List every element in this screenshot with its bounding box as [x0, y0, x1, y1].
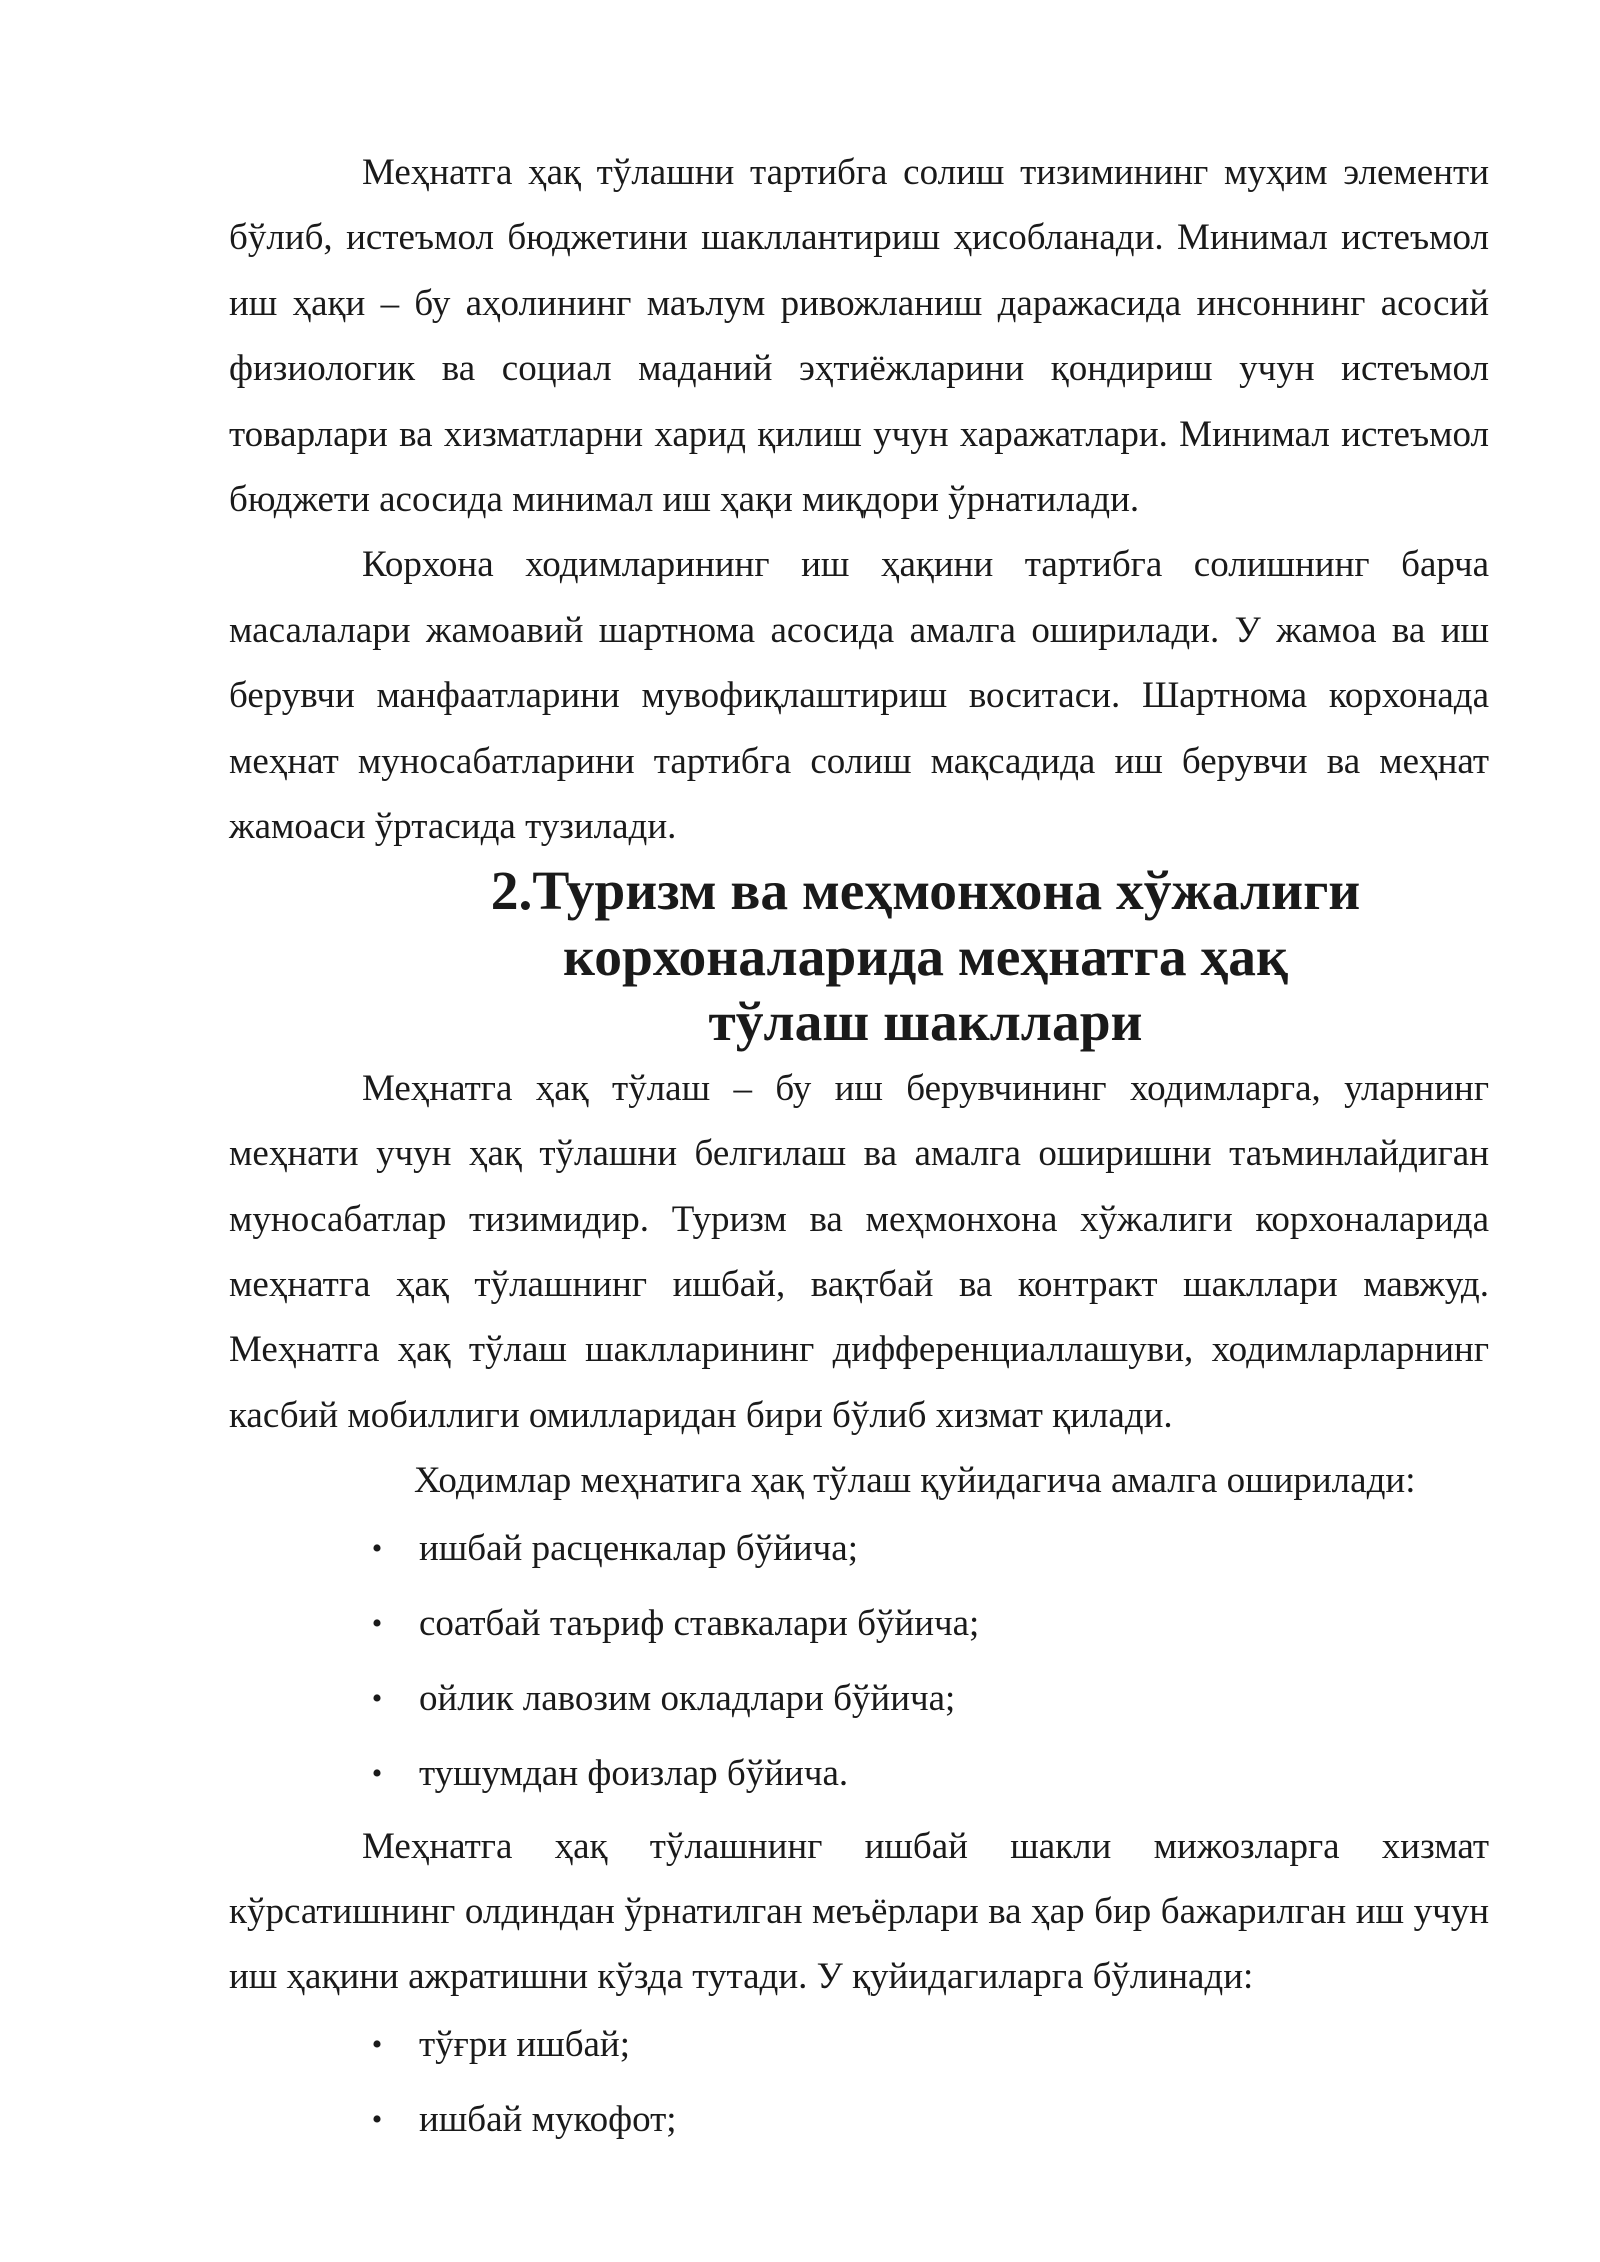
- section-heading: [229, 859, 1489, 1055]
- bullet-icon: •: [371, 1756, 383, 1790]
- bullet-icon: •: [371, 2027, 383, 2061]
- list-item: [229, 1739, 1489, 1814]
- list-item: [229, 1514, 1489, 1589]
- paragraph-wage-definition: Меҳнатга ҳақ тўлаш – бу иш берувчининг ходимларга, уларнинг меҳнати учун ҳақ тўлашни белгилаш ва амалга оширишни таъминлайдиган муносабатлар тизимидир. Туризм ва меҳмонхона хўжалиги корхоналарида меҳнатга ҳақ тўлашнинг ишбай, вақтбай ва контракт шакллари мавжуд. Меҳнатга ҳақ тўлаш шаклларининг дифференциаллашуви, ходимларларнинг касбий мобиллиги омилларидан бири бўлиб хизмат қилади.: [229, 1067, 1489, 1436]
- piece-rate-types-list: [229, 2010, 1489, 2160]
- payment-methods-list: [229, 1514, 1489, 1814]
- document-body: [229, 140, 1489, 2160]
- list-item: [229, 2010, 1489, 2085]
- paragraph-piece-rate: Меҳнатга ҳақ тўлашнинг ишбай шакли мижозларга хизмат кўрсатишнинг олдиндан ўрнатилган меъёрлари ва ҳар бир бажарилган иш учун иш ҳақини ажратишни кўзда тутади. У қуйидагиларга бўлинади:: [229, 1825, 1489, 1998]
- list-item-text: ишбай мукофот;: [419, 2098, 677, 2140]
- list-item: [229, 1664, 1489, 1739]
- bullet-icon: •: [371, 1681, 383, 1715]
- bullet-icon: •: [371, 1531, 383, 1565]
- section-heading-line1: 2.Туризм ва меҳмонхона хўжалиги корхоналарида меҳнатга ҳақ: [490, 861, 1361, 988]
- list-item-text: тўғри ишбай;: [419, 2023, 631, 2065]
- list-item-text: ойлик лавозим окладлари бўйича;: [419, 1677, 956, 1719]
- list-item: [229, 2085, 1489, 2160]
- section-heading-line2: тўлаш шакллари: [708, 992, 1143, 1054]
- list-item-text: тушумдан фоизлар бўйича.: [419, 1752, 849, 1794]
- list-item-text: ишбай расценкалар бўйича;: [419, 1527, 858, 1569]
- bullet-icon: •: [371, 2102, 383, 2136]
- list-intro: Ходимлар меҳнатига ҳақ тўлаш қуйидагича амалга оширилади:: [414, 1460, 1416, 1502]
- paragraph-consumer-budget: Меҳнатга ҳақ тўлашни тартибга солиш тизимининг муҳим элементи бўлиб, истеъмол бюджетини шакллантириш ҳисобланади. Минимал истеъмол иш ҳақи – бу аҳолининг маълум ривожланиш даражасида инсоннинг асосий физиологик ва социал маданий эҳтиёжларини қондириш учун истеъмол товарлари ва хизматларни харид қилиш учун харажатлари. Минимал истеъмол бюджети асосида минимал иш ҳақи миқдори ўрнатилади.: [229, 152, 1489, 521]
- paragraph-collective-agreement: Корхона ходимларининг иш ҳақини тартибга солишнинг барча масалалари жамоавий шартнома асосида амалга оширилади. У жамоа ва иш берувчи манфаатларини мувофиқлаштириш воситаси. Шартнома корхонада меҳнат муносабатларини тартибга солиш мақсадида иш берувчи ва меҳнат жамоаси ўртасида тузилади.: [229, 544, 1489, 848]
- bullet-icon: •: [371, 1606, 383, 1640]
- list-item-text: соатбай таъриф ставкалари бўйича;: [419, 1602, 980, 1644]
- list-item: [229, 1589, 1489, 1664]
